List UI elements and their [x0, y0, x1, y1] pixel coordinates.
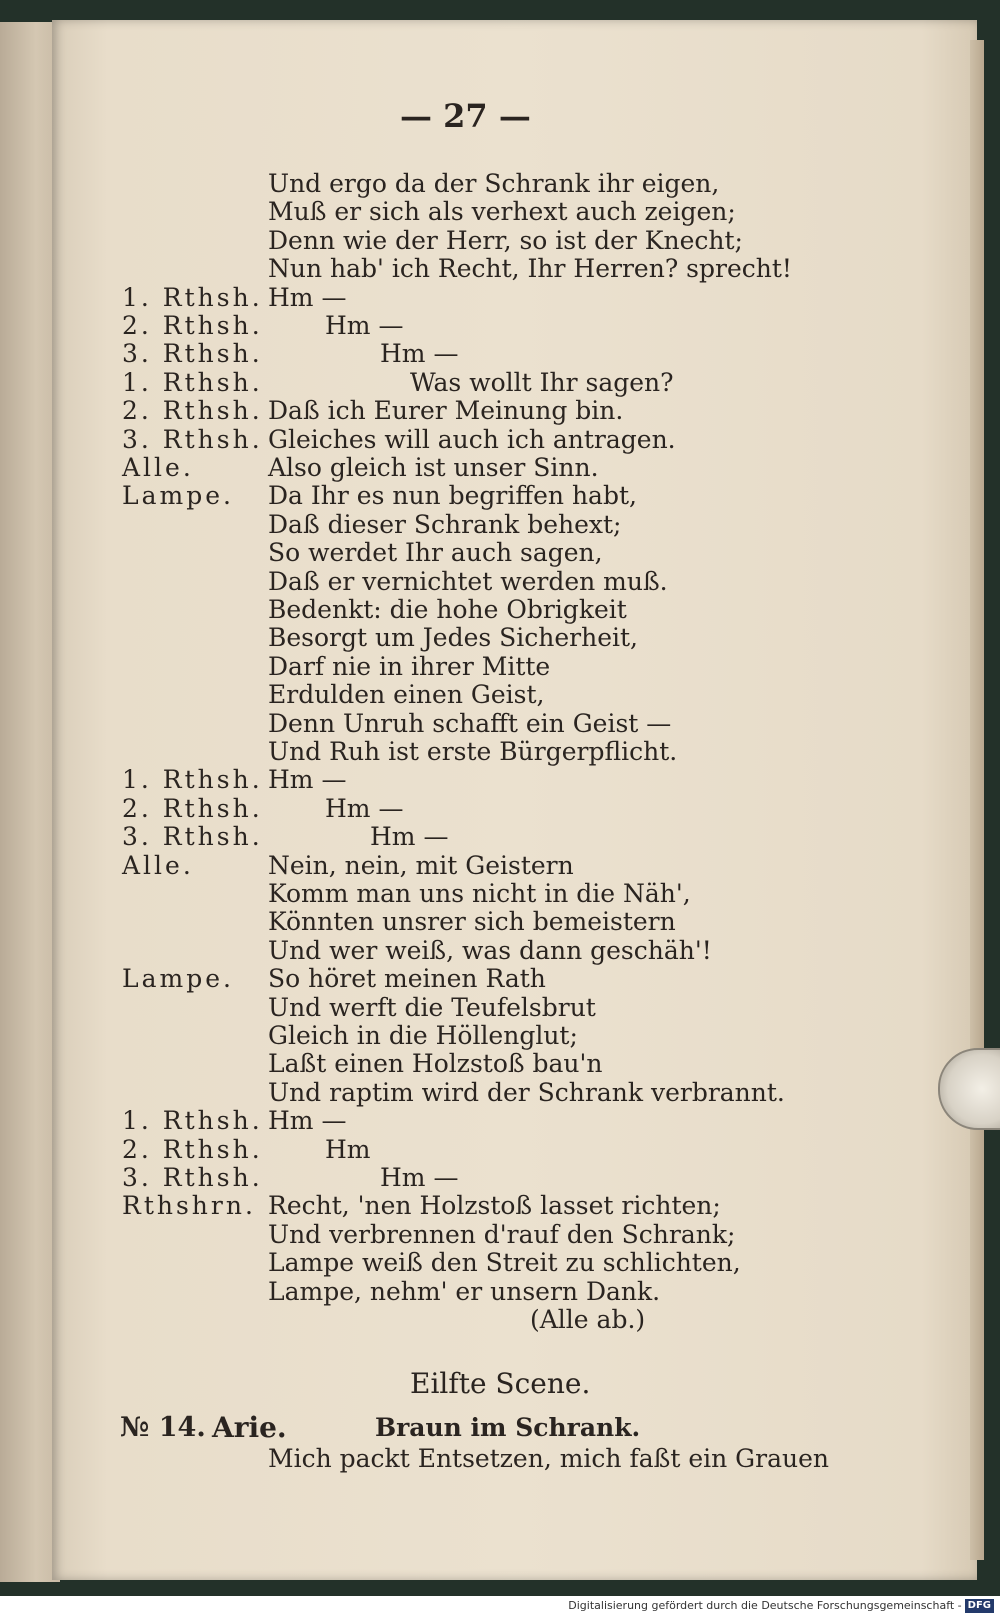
- verse-line: So höret meinen Rath: [268, 964, 546, 994]
- aria-subtitle: Braun im Schrank.: [375, 1413, 641, 1442]
- verse-line: Hm —: [268, 765, 347, 795]
- speaker-label: Lampe.: [122, 481, 234, 511]
- speaker-label: 1. Rthsh.: [122, 765, 263, 795]
- verse-line: Könnten unsrer sich bemeistern: [268, 907, 676, 937]
- footer-credit-text: Digitalisierung gefördert durch die Deutsche Forschungsgemeinschaft -: [568, 1599, 962, 1612]
- verse-line: Und Ruh ist erste Bürgerpflicht.: [268, 737, 678, 766]
- verse-line: Komm man uns nicht in die Näh',: [268, 879, 691, 908]
- verse-line: Hm —: [380, 339, 459, 369]
- scene-heading: Eilfte Scene.: [410, 1367, 591, 1400]
- verse-line: Muß er sich als verhext auch zeigen;: [268, 197, 736, 227]
- speaker-label: 1. Rthsh.: [122, 282, 263, 312]
- verse-line: Und ergo da der Schrank ihr eigen,: [268, 169, 720, 198]
- verse-line: So werdet Ihr auch sagen,: [268, 538, 603, 568]
- page-number: — 27 —: [400, 97, 531, 135]
- aria-first-line: Mich packt Entsetzen, mich faßt ein Grauen: [268, 1444, 829, 1473]
- speaker-label: 3. Rthsh.: [122, 1163, 263, 1192]
- verse-line: Und verbrennen d'rauf den Schrank;: [268, 1219, 736, 1249]
- verse-line: Und wer weiß, was dann geschäh'!: [268, 935, 712, 965]
- verse-line: Nun hab' ich Recht, Ihr Herren? sprecht!: [268, 254, 792, 284]
- verse-line: Nein, nein, mit Geistern: [268, 850, 574, 880]
- verse-line: Denn wie der Herr, so ist der Knecht;: [268, 225, 743, 255]
- verse-line: Was wollt Ihr sagen?: [410, 367, 674, 397]
- aria-label: Arie.: [212, 1411, 287, 1444]
- verse-line: Und werft die Teufelsbrut: [268, 992, 596, 1022]
- verse-line: Hm —: [268, 1106, 347, 1136]
- verse-line: Erdulden einen Geist,: [268, 680, 545, 710]
- verse-line: Hm —: [325, 311, 404, 340]
- speaker-label: 3. Rthsh.: [122, 424, 263, 454]
- verse-line: Hm —: [325, 793, 404, 823]
- verse-line: Hm —: [370, 822, 449, 852]
- verse-line: Gleich in die Höllenglut;: [268, 1021, 578, 1050]
- verse-line: Recht, 'nen Holzstoß lasset richten;: [268, 1191, 721, 1221]
- verse-line: Da Ihr es nun begriffen habt,: [268, 481, 637, 511]
- speaker-label: Alle.: [122, 453, 194, 482]
- speaker-label: 2. Rthsh.: [122, 1134, 263, 1164]
- number-label: № 14.: [120, 1412, 206, 1443]
- verse-line: Laßt einen Holzstoß bau'n: [268, 1049, 603, 1079]
- dfg-logo: DFG: [965, 1599, 994, 1613]
- speaker-label: 1. Rthsh.: [122, 1106, 263, 1136]
- speaker-label: 2. Rthsh.: [122, 311, 263, 340]
- page-edge: [970, 40, 984, 1560]
- speaker-label: 2. Rthsh.: [122, 396, 263, 426]
- verse-line: Also gleich ist unser Sinn.: [268, 453, 599, 482]
- verse-line: Denn Unruh schafft ein Geist —: [268, 708, 672, 738]
- verse-line: Und raptim wird der Schrank verbrannt.: [268, 1077, 785, 1107]
- speaker-label: Rthshrn.: [122, 1191, 256, 1221]
- verse-line: (Alle ab.): [530, 1305, 646, 1334]
- speaker-label: 2. Rthsh.: [122, 793, 263, 823]
- verse-line: Lampe weiß den Streit zu schlichten,: [268, 1248, 741, 1278]
- speaker-label: 3. Rthsh.: [122, 339, 263, 369]
- verse-line: Hm —: [268, 282, 347, 312]
- footer-credit: [0, 1596, 1000, 1615]
- verse-line: Daß er vernichtet werden muß.: [268, 566, 668, 596]
- speaker-label: Alle.: [122, 850, 194, 880]
- verse-line: Darf nie in ihrer Mitte: [268, 651, 551, 681]
- verse-line: Hm: [325, 1134, 371, 1164]
- verse-line: Hm —: [380, 1163, 459, 1192]
- verse-line: Daß dieser Schrank behext;: [268, 509, 622, 539]
- speaker-label: Lampe.: [122, 964, 234, 994]
- verse-line: Besorgt um Jedes Sicherheit,: [268, 623, 638, 653]
- verse-line: Gleiches will auch ich antragen.: [268, 424, 676, 454]
- speaker-label: 3. Rthsh.: [122, 822, 263, 852]
- verse-line: Bedenkt: die hohe Obrigkeit: [268, 595, 627, 624]
- verse-line: Lampe, nehm' er unsern Dank.: [268, 1276, 661, 1306]
- speaker-label: 1. Rthsh.: [122, 367, 263, 397]
- verse-line: Daß ich Eurer Meinung bin.: [268, 396, 624, 426]
- previous-page-edge: [0, 22, 60, 1582]
